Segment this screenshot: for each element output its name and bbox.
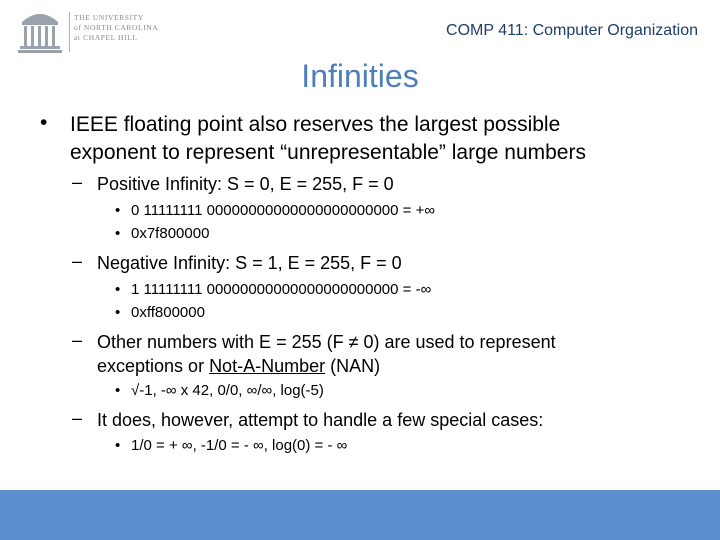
bullet-text-line2 [97,354,380,378]
bullet-marker: • [40,111,48,134]
bullet-positive-infinity [72,172,672,196]
logo-line: THE UNIVERSITY [74,13,144,22]
bullet-nan [72,330,692,378]
bullet-ieee [40,111,700,171]
footer-bar [0,490,720,540]
bullet-special-cases [72,408,692,432]
sub-bullet-text: 0x7f800000 [131,225,210,242]
sub-bullet-text: 0 11111111 00000000000000000000000 = +∞ [131,202,436,219]
slide-title: Infinities [301,58,419,94]
bullet-marker: • [115,437,121,454]
bullet-text: It does, however, attempt to handle a few special cases: [97,410,544,430]
text-fragment: (NAN) [325,356,381,376]
bullet-marker: • [115,304,121,321]
dash-marker: – [72,330,83,350]
text-fragment: exceptions or [97,356,210,376]
dash-marker: – [72,251,83,271]
bullet-negative-infinity [72,251,672,275]
bullet-text: Other numbers with E = 255 (F ≠ 0) are used to represent [97,332,556,352]
sub-bullet-text: 1 11111111 00000000000000000000000 = -∞ [131,281,432,298]
bullet-marker: • [115,202,121,219]
sub-bullet-text: √-1, -∞ x 42, 0/0, ∞/∞, log(-5) [131,382,324,399]
sub-bullet-text: 1/0 = + ∞, -1/0 = - ∞, log(0) = - ∞ [131,437,348,454]
dash-marker: – [72,408,83,428]
bullet-text: Positive Infinity: S = 0, E = 255, F = 0 [97,174,394,194]
bullet-text: exponent to represent “unrepresentable” large numbers [70,141,586,164]
bullet-marker: • [115,225,121,242]
bullet-text: IEEE floating point also reserves the largest possible [70,113,561,136]
logo-line: at CHAPEL HILL [74,33,138,42]
course-title: COMP 411: Computer Organization [446,22,698,39]
sub-bullet-text: 0xff800000 [131,304,205,321]
bullet-text: Negative Infinity: S = 1, E = 255, F = 0 [97,253,402,273]
logo-line: of NORTH CAROLINA [74,23,159,32]
dash-marker: – [72,172,83,192]
bullet-marker: • [115,281,121,298]
nan-underlined-term: Not-A-Number [209,356,326,376]
bullet-marker: • [115,382,121,399]
